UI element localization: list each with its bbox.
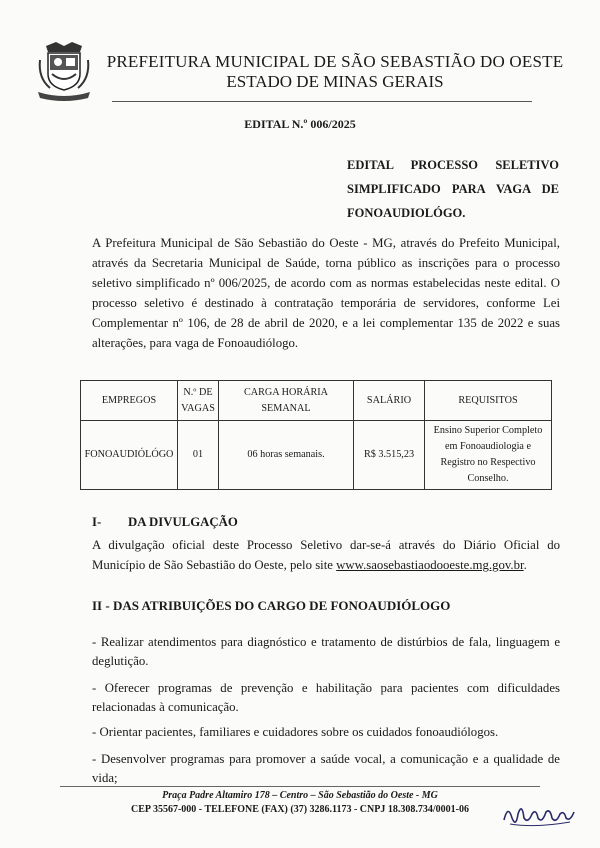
subject-line-1: EDITAL PROCESSO SELETIVO — [347, 158, 559, 172]
list-item: - Orientar pacientes, familiares e cuidadores sobre os cuidados fonoaudiólogos. — [92, 725, 499, 739]
section-1-heading — [92, 515, 238, 530]
footer-address: Praça Padre Altamiro 178 – Centro – São Sebastião do Oeste - MG — [162, 790, 438, 801]
section-2-heading: II - DAS ATRIBUIÇÕES DO CARGO DE FONOAUDIÓLOGO — [92, 598, 451, 613]
website-link[interactable]: www.saosebastiaodooeste.mg.gov.br — [336, 558, 524, 572]
list-item: - Oferecer programas de prevenção e habilitação para pacientes com dificuldades relacionadas à comunicação. — [92, 681, 560, 714]
header-municipality: PREFEITURA MUNICIPAL DE SÃO SEBASTIÃO DO OESTE — [106, 52, 564, 71]
intro-paragraph: A Prefeitura Municipal de São Sebastião do Oeste - MG, através do Prefeito Municipal, através da Secretaria Municipal de Saúde, torna público as inscrições para o processo seletivo simplificado nº 006/2025, de acordo com as normas estabelecidas neste edital. O processo seletivo é destinado à contratação temporária de servidores, conforme Lei Complementar nº 106, de 28 de abril de 2020, e a lei complementar 135 de 2022 e suas alterações, para vaga de Fonoaudiólogo. — [92, 236, 560, 350]
footer-divider — [60, 786, 540, 787]
signature-icon — [500, 798, 576, 830]
vacancy-table — [80, 380, 552, 490]
edital-subject — [347, 153, 559, 225]
section-1-title: DA DIVULGAÇÃO — [128, 515, 238, 529]
section-1-text-before: A divulgação oficial deste Processo Seletivo dar-se-á através do Diário Oficial do Município de São Sebastião do Oeste, pelo site — [92, 538, 560, 572]
cell-requisitos: Ensino Superior Completo em Fonoaudiologia e Registro no Respectivo Conselho. — [425, 421, 552, 490]
header-salario: SALÁRIO — [354, 381, 425, 421]
cell-salario: R$ 3.515,23 — [354, 421, 425, 490]
header-requisitos: REQUISITOS — [425, 381, 552, 421]
table-row — [81, 421, 552, 490]
subject-line-2: SIMPLIFICADO PARA VAGA DE — [347, 182, 559, 196]
municipal-crest-icon — [36, 40, 92, 102]
header-state: ESTADO DE MINAS GERAIS — [226, 72, 444, 91]
section-1-text-after: . — [523, 558, 527, 572]
header-divider — [112, 101, 532, 102]
header-carga: CARGA HORÁRIA SEMANAL — [219, 381, 354, 421]
cell-vagas: 01 — [178, 421, 219, 490]
list-item: - Desenvolver programas para promover a saúde vocal, a comunicação e a qualidade de vida; — [92, 752, 560, 785]
section-1-text — [92, 535, 560, 575]
subject-line-3: FONOAUDIOLÓGO. — [347, 206, 466, 220]
table-header-row — [81, 381, 552, 421]
header-vagas: N.º DE VAGAS — [178, 381, 219, 421]
list-item: - Realizar atendimentos para diagnóstico e tratamento de distúrbios de fala, linguagem e deglutição. — [92, 635, 560, 668]
header-empregos: EMPREGOS — [81, 381, 178, 421]
edital-number: EDITAL N.º 006/2025 — [244, 117, 356, 131]
cell-carga: 06 horas semanais. — [219, 421, 354, 490]
footer-contact: CEP 35567-000 - TELEFONE (FAX) (37) 3286.1173 - CNPJ 18.308.734/0001-06 — [131, 804, 469, 815]
section-1-number: I- — [92, 515, 102, 529]
cell-empregos: FONOAUDIÓLÓGO — [81, 421, 178, 490]
